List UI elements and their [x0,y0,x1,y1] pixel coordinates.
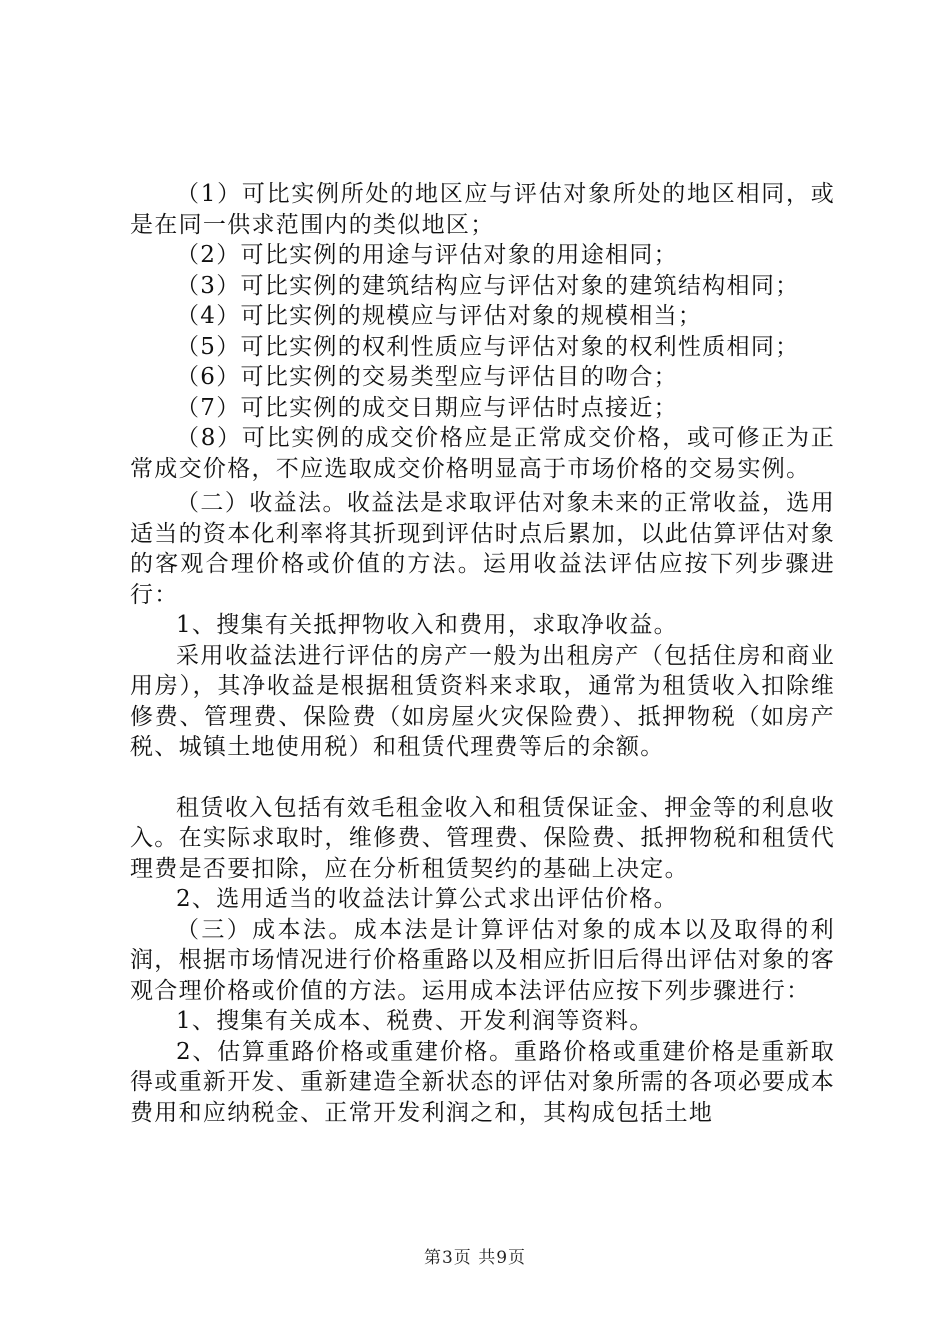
income-net-explanation: 采用收益法进行评估的房产一般为出租房产（包括住房和商业用房），其净收益是根据租赁资料来求取，通常为租赁收入扣除维修费、管理费、保险费（如房屋火灾保险费）、抵押物税（如房产税、城镇土地使用税）和租赁代理费等后的余额。 [130,642,835,760]
page-number-footer: 第3页 共9页 [423,1248,527,1268]
income-step-1: 1、搜集有关抵押物收入和费用，求取净收益。 [176,612,678,638]
criterion-3: （3）可比实例的建筑结构应与评估对象的建筑结构相同； [176,272,800,299]
income-method-intro: （二）收益法。收益法是求取评估对象未来的正常收益，选用适当的资本化利率将其折现到评估时点后累加，以此估算评估对象的客观合理价格或价值的方法。运用收益法评估应按下列步骤进行： [130,490,835,608]
criterion-2: （2）可比实例的用途与评估对象的用途相同； [176,242,678,268]
cost-step-1: 1、搜集有关成本、税费、开发利润等资料。 [176,1008,654,1034]
cost-method-intro: （三）成本法。成本法是计算评估对象的成本以及取得的利润，根据市场情况进行价格重路以及相应折旧后得出评估对象的客观合理价格或价值的方法。运用成本法评估应按下列步骤进行： [130,916,835,1004]
cost-step-2: 2、估算重路价格或重建价格。重路价格或重建价格是重新取得或重新开发、重新建造全新状态的评估对象所需的各项必要成本费用和应纳税金、正常开发利润之和，其构成包括土地 [130,1038,835,1126]
criterion-8: （8）可比实例的成交价格应是正常成交价格，或可修正为正常成交价格，不应选取成交价格明显高于市场价格的交易实例。 [130,425,835,482]
criterion-7: （7）可比实例的成交日期应与评估时点接近； [176,394,678,421]
rental-income-explanation: 租赁收入包括有效毛租金收入和租赁保证金、押金等的利息收入。在实际求取时，维修费、管理费、保险费、抵押物税和租赁代理费是否要扣除，应在分析租赁契约的基础上决定。 [130,794,835,882]
income-step-2: 2、选用适当的收益法计算公式求出评估价格。 [176,886,678,912]
criterion-5: （5）可比实例的权利性质应与评估对象的权利性质相同； [176,333,800,360]
criterion-4: （4）可比实例的规模应与评估对象的规模相当； [176,303,703,329]
criterion-6: （6）可比实例的交易类型应与评估目的吻合； [176,364,678,390]
criterion-1: （1）可比实例所处的地区应与评估对象所处的地区相同，或是在同一供求范围内的类似地区； [130,181,835,238]
document-body [130,179,835,1128]
